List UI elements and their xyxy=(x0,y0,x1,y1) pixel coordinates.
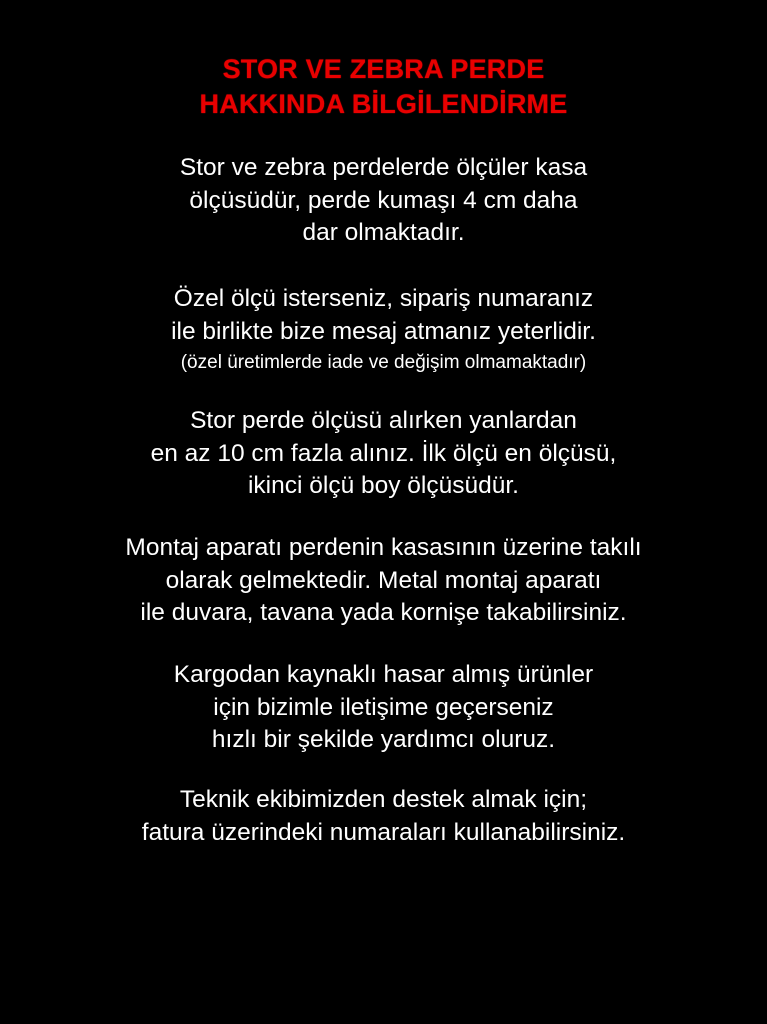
paragraph-olcu-bilgisi xyxy=(180,152,587,249)
paragraph-montaj-aparati xyxy=(125,532,641,629)
paragraph-note: (özel üretimlerde iade ve değişim olmamaktadır) xyxy=(180,351,587,373)
paragraph-olcu-alma xyxy=(151,405,617,502)
paragraph-line: Stor perde ölçüsü alırken yanlardan xyxy=(190,407,577,435)
paragraph-kargo-hasar xyxy=(174,659,593,756)
paragraph-line: ölçüsüdür, perde kumaşı 4 cm daha xyxy=(189,186,578,214)
title-line-1: STOR VE ZEBRA PERDE xyxy=(222,54,545,84)
paragraph-line: Montaj aparatı perdenin kasasının üzerine takılı xyxy=(125,534,642,562)
paragraph-line: ile birlikte bize mesaj atmanız yeterlidir. xyxy=(171,317,596,345)
paragraph-line: Teknik ekibimizden destek almak için; xyxy=(179,786,588,814)
paragraph-line: ile duvara, tavana yada kornişe takabilirsiniz. xyxy=(140,599,627,627)
paragraph-line: olarak gelmektedir. Metal montaj aparatı xyxy=(165,566,602,594)
paragraph-line: Özel ölçü isterseniz, sipariş numaranız xyxy=(173,285,594,313)
paragraph-line: Kargodan kaynaklı hasar almış ürünler xyxy=(173,661,594,689)
paragraph-ozel-olcu xyxy=(171,283,596,375)
paragraph-line: fatura üzerindeki numaraları kullanabilirsiniz. xyxy=(141,818,626,846)
page-title xyxy=(200,52,568,122)
paragraph-line: ikinci ölçü boy ölçüsüdür. xyxy=(247,472,519,500)
paragraph-line: için bizimle iletişime geçerseniz xyxy=(213,693,554,721)
paragraph-line: en az 10 cm fazla alınız. İlk ölçü en ölçüsü, xyxy=(150,439,617,467)
paragraph-line: hızlı bir şekilde yardımcı oluruz. xyxy=(211,726,556,754)
paragraph-teknik-destek xyxy=(142,784,625,849)
paragraph-line: dar olmaktadır. xyxy=(302,218,465,246)
title-line-2: HAKKINDA BİLGİLENDİRME xyxy=(199,89,568,120)
paragraph-line: Stor ve zebra perdelerde ölçüler kasa xyxy=(179,154,588,182)
